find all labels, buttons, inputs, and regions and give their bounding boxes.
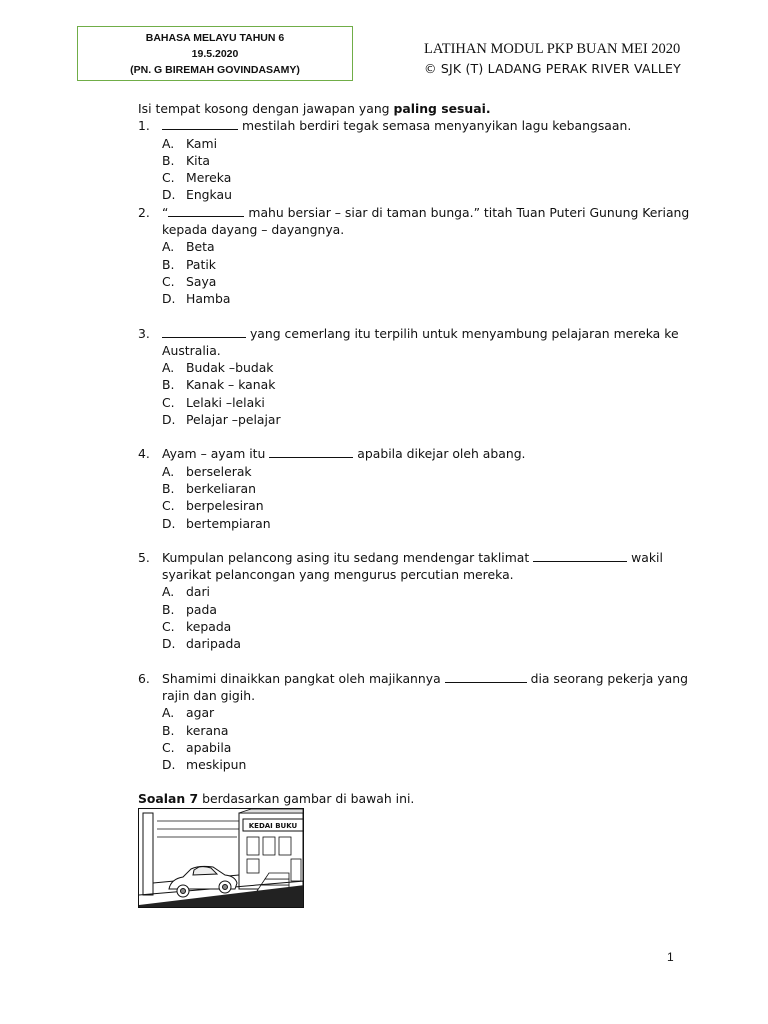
option: A. Beta [162, 239, 215, 255]
date-label: 19.5.2020 [191, 47, 239, 60]
question-3 [138, 325, 698, 360]
question-text: yang cemerlang itu terpilih untuk menyambung pelajaran mereka ke Australia. [162, 325, 679, 358]
module-title: LATIHAN MODUL PKP BUAN MEI 2020 [424, 41, 681, 57]
answer-blank[interactable] [168, 204, 244, 217]
option: B. Kita [162, 152, 211, 168]
answer-blank[interactable] [533, 549, 627, 562]
option: A. Budak –budak [162, 360, 274, 376]
bookstore-illustration [139, 809, 304, 908]
question-6 [138, 670, 698, 705]
shop-sign-text: KEDAI BUKU [248, 822, 298, 830]
answer-blank[interactable] [269, 445, 353, 458]
option: B. berkeliaran [162, 480, 256, 496]
subject-title: BAHASA MELAYU TAHUN 6 [145, 31, 285, 44]
option: B. kerana [162, 722, 229, 738]
pillar [143, 813, 153, 895]
option: D. Hamba [162, 291, 231, 307]
question-content [138, 100, 698, 808]
question-number: 3. [138, 325, 150, 341]
question-1 [138, 117, 698, 134]
option: D. Pelajar –pelajar [162, 412, 281, 428]
option: B. pada [162, 601, 217, 617]
option: C. berpelesiran [162, 498, 264, 514]
option: A. berselerak [162, 463, 252, 479]
school-name: © SJK (T) LADANG PERAK RIVER VALLEY [424, 61, 681, 76]
question-number: 5. [138, 549, 150, 565]
sky-lines [157, 821, 243, 837]
question-text: Ayam – ayam itu apabila dikejar oleh abang. [162, 446, 526, 462]
option: C. Saya [162, 273, 217, 289]
option: A. agar [162, 705, 215, 721]
question-text: Shamimi dinaikkan pangkat oleh majikannya dia seorang pekerja yang rajin dan gigih. [162, 670, 688, 703]
question-number: 1. [138, 118, 150, 134]
option: B. Kanak – kanak [162, 377, 276, 393]
page-number: 1 [667, 950, 674, 964]
answer-blank[interactable] [445, 670, 527, 683]
answer-blank[interactable] [162, 117, 238, 130]
question-4 [138, 445, 698, 462]
teacher-name: (PN. G BIREMAH GOVINDASAMY) [130, 63, 300, 76]
option: D. Engkau [162, 187, 232, 203]
question-number: 4. [138, 446, 150, 462]
question-number: 6. [138, 670, 150, 686]
question-7-intro: Soalan 7 berdasarkan gambar di bawah ini. [138, 791, 415, 807]
option: C. apabila [162, 739, 232, 755]
car [169, 866, 237, 897]
instruction-emphasis: paling sesuai. [393, 101, 491, 116]
question-number: 2. [138, 204, 150, 220]
option: D. meskipun [162, 757, 247, 773]
answer-blank[interactable] [162, 325, 246, 338]
instruction: Isi tempat kosong dengan jawapan yang paling sesuai. [138, 101, 491, 116]
option: B. Patik [162, 256, 216, 272]
option: C. Lelaki –lelaki [162, 394, 265, 410]
bookstore-picture [138, 808, 304, 908]
option: C. kepada [162, 619, 232, 635]
option: C. Mereka [162, 170, 232, 186]
option: A. dari [162, 584, 210, 600]
question-2 [138, 204, 698, 239]
header-right [424, 40, 724, 78]
question-5 [138, 549, 698, 584]
question-text: “ mahu bersiar – siar di taman bunga.” titah Tuan Puteri Gunung Keriang kepada dayang – dayangnya. [162, 204, 690, 238]
question-text: Kumpulan pelancong asing itu sedang mendengar taklimat wakil syarikat pelancongan yang mengurus percutian mereka. [162, 549, 663, 583]
option: D. daripada [162, 636, 241, 652]
header-info-box [77, 26, 353, 81]
question-text: mestilah berdiri tegak semasa menyanyikan lagu kebangsaan. [162, 117, 698, 134]
option: D. bertempiaran [162, 515, 271, 531]
option: A. Kami [162, 135, 218, 151]
